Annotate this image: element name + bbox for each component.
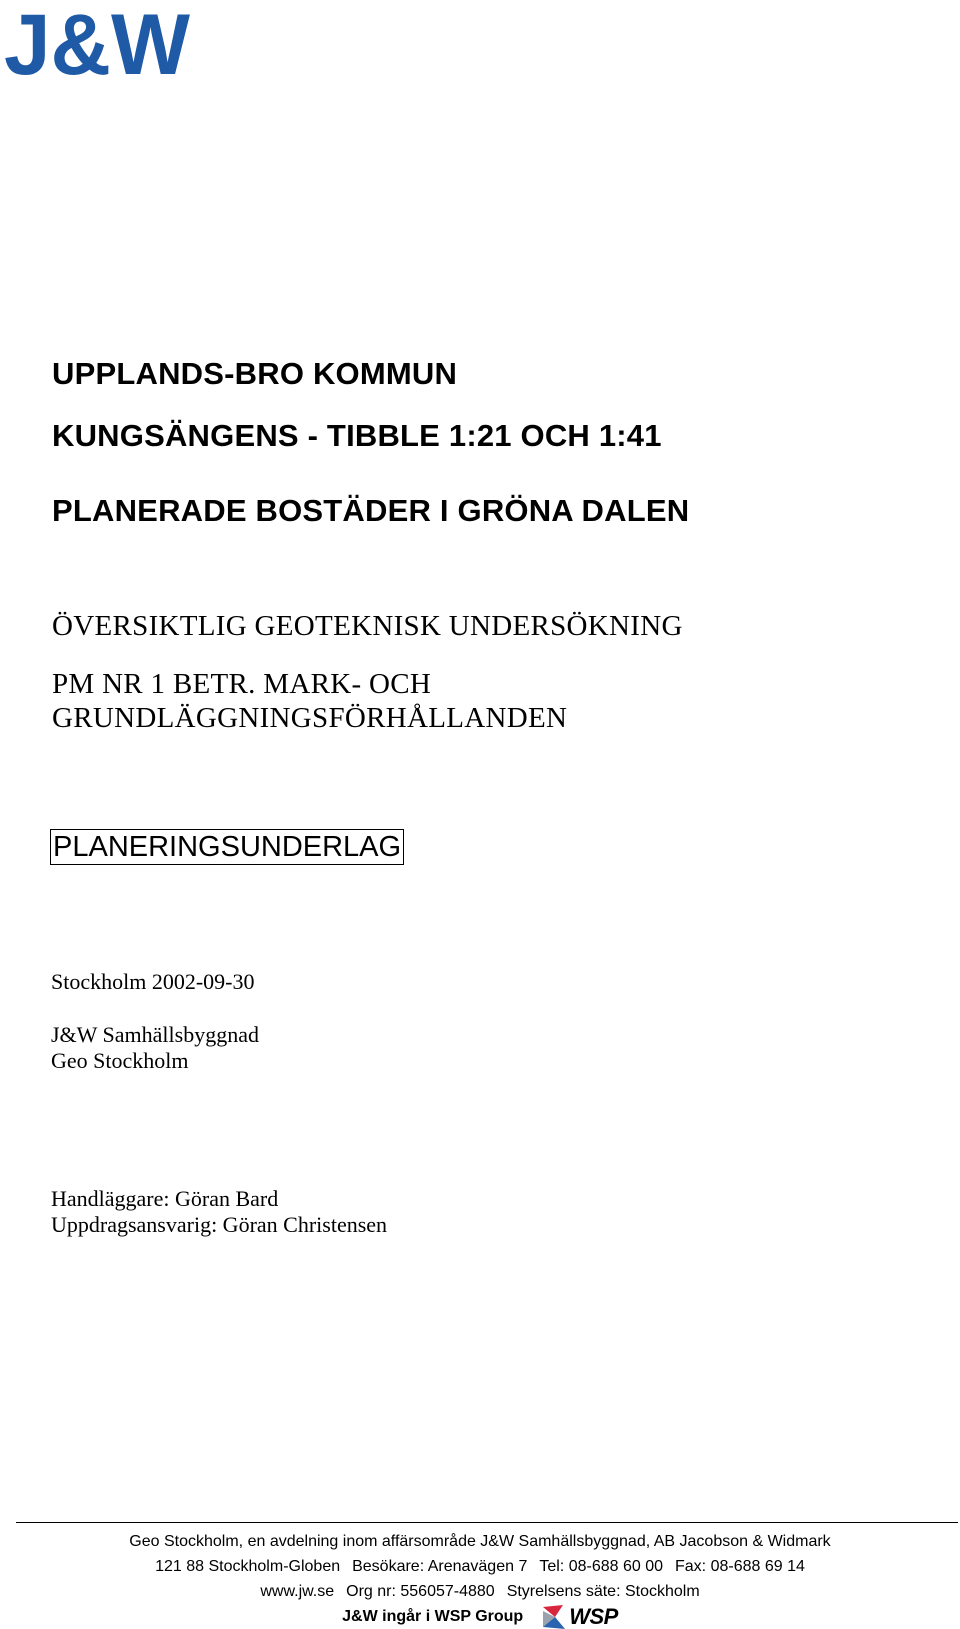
jw-logo-graphic: [4, 4, 194, 82]
footer-line-4: [0, 1605, 960, 1629]
project-title: PLANERADE BOSTÄDER I GRÖNA DALEN: [52, 493, 690, 528]
wsp-logo-mark-icon: [541, 1605, 567, 1629]
footer-fax: Fax: 08-688 69 14: [675, 1558, 805, 1575]
footer-divider: [16, 1522, 958, 1523]
memo-title-line2: GRUNDLÄGGNINGSFÖRHÅLLANDEN: [52, 702, 568, 734]
handler: Handläggare: Göran Bard: [51, 1186, 279, 1211]
footer-group: J&W ingår i WSP Group: [342, 1608, 524, 1625]
footer-line-2: [0, 1557, 960, 1577]
footer-department-text: Geo Stockholm, en avdelning inom affärsområde J&W Samhällsbyggnad, AB Jacobson & Widmark: [129, 1533, 831, 1550]
footer-org-nr: Org nr: 556057-4880: [346, 1583, 495, 1600]
footer-seat: Styrelsens säte: Stockholm: [506, 1583, 700, 1600]
footer-line-1: [0, 1532, 960, 1552]
document-type-box: PLANERINGSUNDERLAG: [50, 829, 404, 865]
footer-phone: Tel: 08-688 60 00: [539, 1558, 663, 1575]
jw-logo-text: J&W: [4, 4, 191, 82]
responsible: Uppdragsansvarig: Göran Christensen: [51, 1212, 388, 1237]
footer-visitor: Besökare: Arenavägen 7: [352, 1558, 528, 1575]
wsp-logo: [541, 1605, 618, 1629]
footer-web: www.jw.se: [260, 1583, 335, 1600]
investigation-title: ÖVERSIKTLIG GEOTEKNISK UNDERSÖKNING: [52, 610, 683, 642]
municipality-title: UPPLANDS-BRO KOMMUN: [52, 356, 458, 391]
memo-title-line1: PM NR 1 BETR. MARK- OCH: [52, 668, 432, 700]
wsp-logo-text: WSP: [569, 1604, 618, 1629]
place-date: Stockholm 2002-09-30: [51, 969, 255, 994]
department-name: Geo Stockholm: [51, 1048, 189, 1073]
property-title: KUNGSÄNGENS - TIBBLE 1:21 OCH 1:41: [52, 418, 662, 453]
footer-postal: 121 88 Stockholm-Globen: [155, 1558, 341, 1575]
footer-line-3: [0, 1582, 960, 1602]
company-name: J&W Samhällsbyggnad: [51, 1022, 259, 1047]
jw-logo: [4, 4, 194, 82]
